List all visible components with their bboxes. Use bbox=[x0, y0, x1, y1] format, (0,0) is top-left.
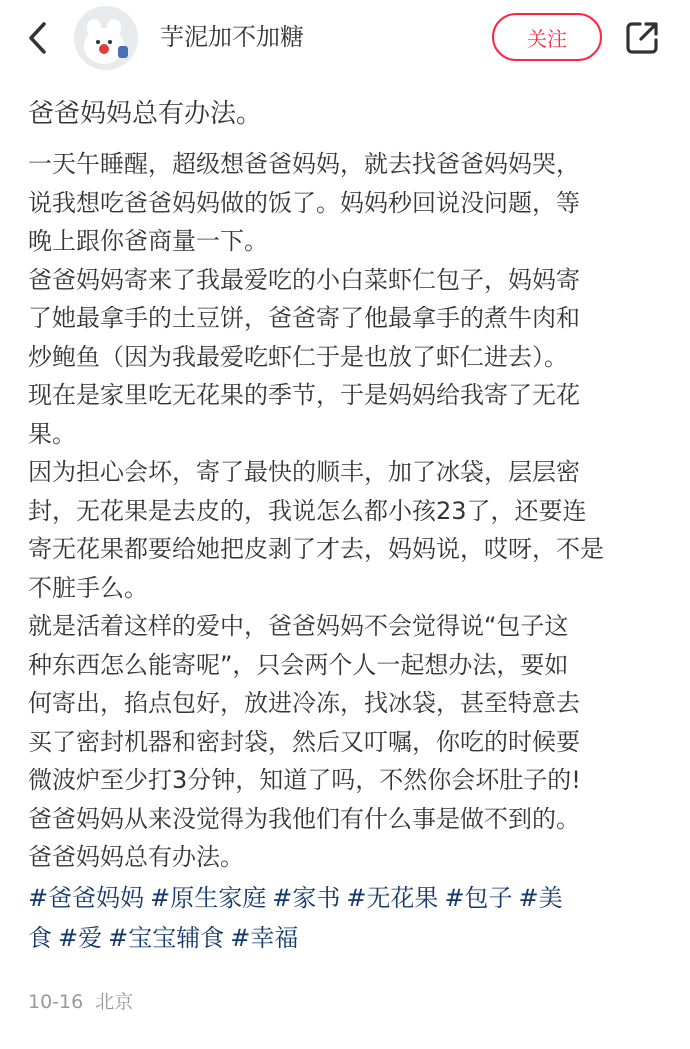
content-line: 微波炉至少打3分钟，知道了吗，不然你会坏肚子的! bbox=[28, 766, 581, 794]
hashtag[interactable]: #宝宝辅食 bbox=[108, 924, 225, 952]
content-line: 果。 bbox=[28, 419, 76, 448]
hashtag[interactable]: #幸福 bbox=[230, 924, 299, 952]
content-line: 一天午睡醒，超级想爸爸妈妈，就去找爸爸妈妈哭， bbox=[28, 150, 580, 178]
hashtag-line bbox=[28, 878, 668, 918]
follow-button[interactable]: 关注 bbox=[492, 13, 602, 61]
content-line: 爸爸妈妈寄来了我最爱吃的小白菜虾仁包子，妈妈寄 bbox=[28, 265, 580, 294]
content-line: 现在是家里吃无花果的季节，于是妈妈给我寄了无花 bbox=[28, 381, 580, 409]
back-button[interactable] bbox=[18, 18, 58, 58]
hashtag[interactable]: #无花果 bbox=[346, 884, 439, 912]
note-content bbox=[28, 145, 668, 877]
content-line: 说我想吃爸爸妈妈做的饭了。妈妈秒回说没问题，等 bbox=[28, 188, 580, 217]
hashtag-line bbox=[28, 918, 668, 958]
post-date: 10-16 bbox=[28, 991, 84, 1013]
author-name[interactable]: 芋泥加不加糖 bbox=[160, 23, 304, 51]
hashtag[interactable]: #原生家庭 bbox=[150, 884, 267, 912]
content-line: 就是活着这样的爱中，爸爸妈妈不会觉得说“包子这 bbox=[28, 612, 569, 640]
content-line: 因为担心会坏，寄了最快的顺丰，加了冰袋，层层密 bbox=[28, 458, 580, 486]
note-header bbox=[0, 0, 690, 80]
share-icon bbox=[624, 20, 660, 56]
hashtag[interactable]: 食 bbox=[28, 924, 52, 952]
hashtag-list bbox=[28, 878, 668, 958]
content-line: 晚上跟你爸商量一下。 bbox=[28, 227, 268, 255]
author-avatar[interactable] bbox=[74, 6, 138, 70]
hashtag[interactable]: #美 bbox=[518, 884, 563, 912]
back-arrow-icon bbox=[24, 20, 52, 56]
content-line: 炒鲍鱼（因为我最爱吃虾仁于是也放了虾仁进去）。 bbox=[28, 342, 568, 371]
hashtag[interactable]: #家书 bbox=[272, 884, 341, 912]
hashtag[interactable]: #爸爸妈妈 bbox=[28, 884, 145, 912]
note-title: 爸爸妈妈总有办法。 bbox=[28, 99, 263, 129]
note-meta bbox=[28, 988, 133, 1016]
content-line: 封，无花果是去皮的，我说怎么都小孩23了，还要连 bbox=[28, 496, 587, 525]
content-line: 爸爸妈妈从来没觉得为我他们有什么事是做不到的。 bbox=[28, 804, 580, 833]
avatar-image bbox=[74, 6, 138, 70]
content-line: 买了密封机器和密封袋，然后又叮嘱，你吃的时候要 bbox=[28, 727, 580, 756]
content-line: 寄无花果都要给她把皮剥了才去，妈妈说，哎呀，不是 bbox=[28, 535, 604, 563]
content-line: 爸爸妈妈总有办法。 bbox=[28, 843, 244, 871]
hashtag[interactable]: #爱 bbox=[58, 924, 103, 952]
share-button[interactable] bbox=[620, 16, 664, 60]
content-line: 不脏手么。 bbox=[28, 573, 148, 602]
content-line: 何寄出，掐点包好，放进冷冻，找冰袋，甚至特意去 bbox=[28, 689, 580, 717]
content-line: 种东西怎么能寄呢”，只会两个人一起想办法，要如 bbox=[28, 650, 569, 679]
post-location: 北京 bbox=[95, 991, 134, 1013]
content-line: 了她最拿手的土豆饼，爸爸寄了他最拿手的煮牛肉和 bbox=[28, 304, 580, 332]
hashtag[interactable]: #包子 bbox=[444, 884, 513, 912]
